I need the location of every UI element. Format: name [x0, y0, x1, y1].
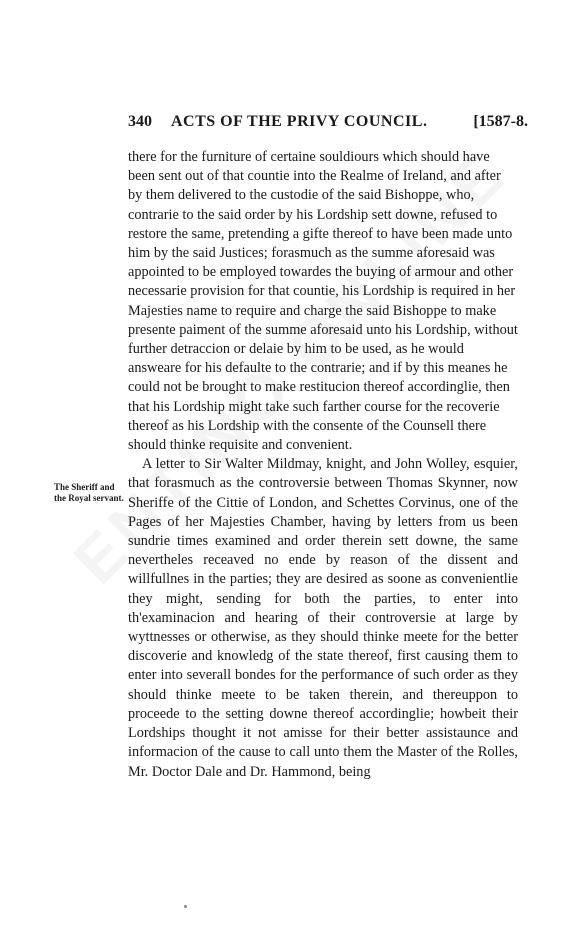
- running-title: ACTS OF THE PRIVY COUNCIL.: [171, 113, 428, 130]
- paragraph-letter: A letter to Sir Walter Mildmay, knight, and John Wolley, esquier, that forasmuch as the controversie between Thomas Skynner, now Sheriffe of the Cittie of London, and Schettes Corvinus, one of the Pages of her Majesties Chamber, having by letters from us been sundrie times examined and order therein sett downe, the same nevertheles receaved no ende by reason of the dissent and willfullnes in the parties; they are desired as soone as convenientlie they might, sending for both the parties, to enter into th'examinacion and hearing of their controversie at large by wyttnesses or otherwise, as they should thinke meete for the better discoverie and knowledg of the state thereof, first causing them to enter into severall bondes for the performance of such order as they should thinke meete to be taken therein, and thereuppon to proceede to the setting downe thereof accordinglie; howbeit their Lordships thought it not amisse for their better assistaunce and informacion of the cause to call unto them the Master of the Rolles, Mr. Doctor Dale and Dr. Hammond, being: [128, 456, 518, 780]
- page-header: [128, 113, 528, 135]
- paragraph-continuation: there for the furniture of certaine souldiours which should have been sent out of that countie into the Realme of Ireland, and after by them delivered to the custodie of the said Bishoppe, who, contrarie to the said order by his Lordship sett downe, refused to restore the same, pretending a gifte thereof to have been made unto him by the said Justices; forasmuch as the summe aforesaid was appointed to be employed towardes the buying of armour and other necessarie provision for that countie, his Lordship is required in her Majesties name to require and charge the said Bishoppe to make presente paiment of the summe aforesaid unto his Lordship, without further detraccion or delaie by him to be used, as he would answeare for his defaulte to the contrarie; and if by this meanes he could not be brought to make restitucion thereof accordinglie, then that his Lordship might take such farther course for the recoverie thereof as his Lordship with the consente of the Counsell there should thinke requisite and convenient.: [128, 149, 518, 454]
- body-text: [128, 148, 518, 782]
- page-number: 340: [128, 113, 152, 130]
- footer-mark: [184, 905, 187, 908]
- date-range: [1587-8.: [473, 113, 528, 130]
- margin-note: The Sheriff and the Royal servant.: [54, 482, 124, 503]
